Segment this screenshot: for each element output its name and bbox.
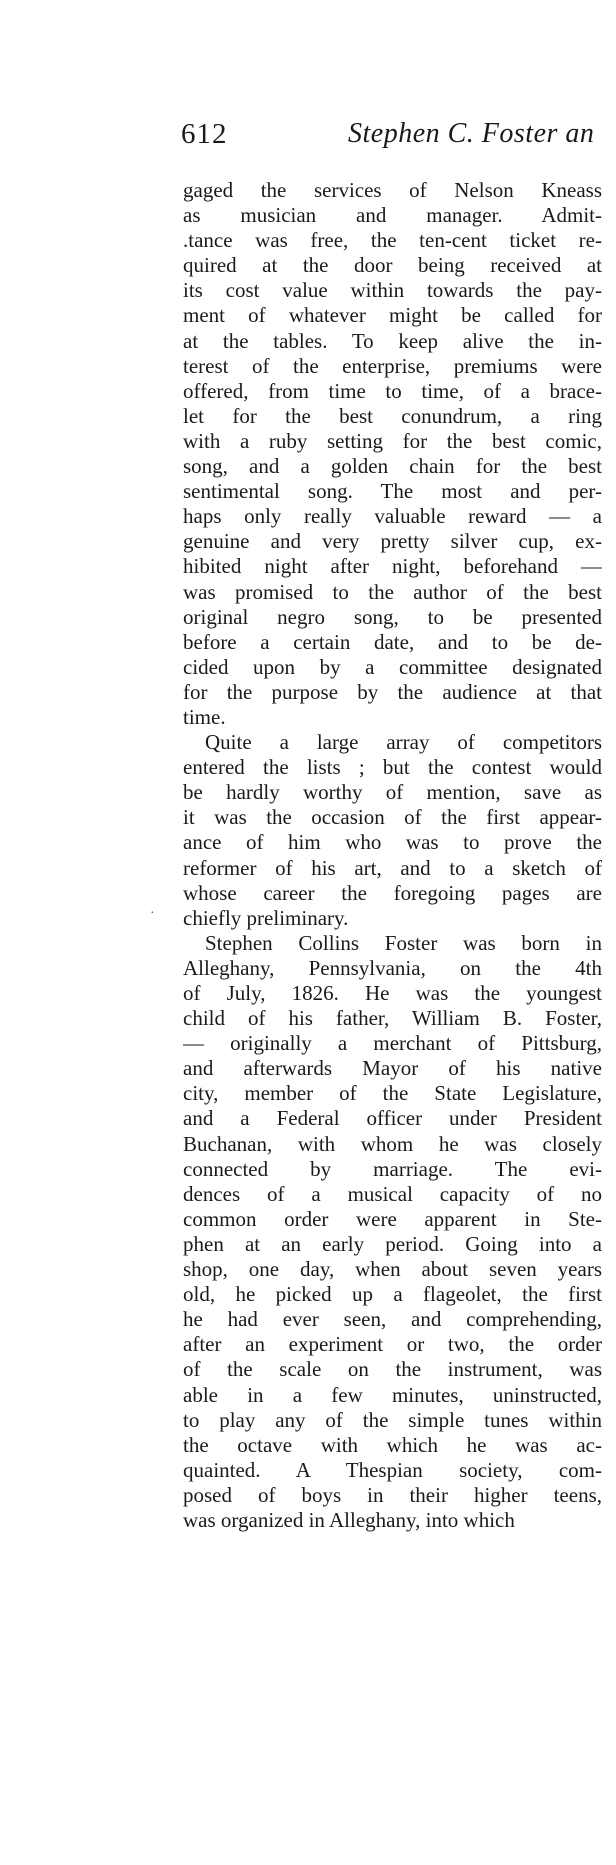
text-line: Buchanan, with whom he was closely [183,1131,602,1156]
text-line: before a certain date, and to be de- [183,629,602,654]
text-line: and afterwards Mayor of his native [183,1056,602,1081]
text-line: and a Federal officer under President [183,1106,602,1131]
text-line: of the scale on the instrument, was [183,1357,602,1382]
text-line: the octave with which he was ac- [183,1432,602,1457]
text-line: reformer of his art, and to a sketch of [183,855,602,880]
text-line: entered the lists ; but the contest would [183,755,602,780]
text-line: posed of boys in their higher teens, [183,1482,602,1507]
text-line: ance of him who was to prove the [183,830,602,855]
text-line: haps only really valuable reward — a [183,504,602,529]
text-line: was organized in Alleghany, into which [183,1507,515,1532]
text-line: common order were apparent in Ste- [183,1206,602,1231]
text-line: quainted. A Thespian society, com- [183,1457,602,1482]
text-line: for the purpose by the audience at that [183,679,602,704]
body-text [183,178,602,1533]
text-line: of July, 1826. He was the youngest [183,981,602,1005]
text-line: shop, one day, when about seven years [183,1257,602,1282]
text-line: chiefly preliminary. [183,905,349,930]
text-line: Stephen Collins Foster was born in [205,930,602,955]
paragraph [183,178,602,730]
text-line: quired at the door being received at [183,253,602,278]
text-line: hibited night after night, beforehand — [183,554,602,579]
text-line: whose career the foregoing pages are [183,880,602,905]
text-line: phen at an early period. Going into a [183,1231,602,1256]
text-line: original negro song, to be presented [183,604,602,629]
text-line: terest of the enterprise, premiums were [183,353,602,378]
text-line: its cost value within towards the pay- [183,278,602,303]
paragraph [183,931,602,1533]
text-line: gaged the services of Nelson Kneass [183,178,602,202]
paragraph [183,730,602,931]
text-line: dences of a musical capacity of no [183,1181,602,1206]
text-line: offered, from time to time, of a brace- [183,378,602,403]
text-line: child of his father, William B. Foster, [183,1006,602,1031]
text-line: time. [183,704,226,729]
text-line: able in a few minutes, uninstructed, [183,1382,602,1407]
text-line: was promised to the author of the best [183,579,602,604]
text-line: connected by marriage. The evi- [183,1156,602,1181]
text-line: ment of whatever might be called for [183,303,602,328]
text-line: after an experiment or two, the order [183,1332,602,1357]
running-head [181,118,616,158]
text-line: song, and a golden chain for the best [183,454,602,479]
text-line: city, member of the State Legislature, [183,1081,602,1106]
margin-speck: · [150,906,155,921]
text-line: it was the occasion of the first appear- [183,805,602,830]
text-line: genuine and very pretty silver cup, ex- [183,529,602,554]
text-line: with a ruby setting for the best comic, [183,428,602,453]
page-number: 612 [181,118,228,150]
text-line: sentimental song. The most and per- [183,479,602,504]
text-line: let for the best conundrum, a ring [183,403,602,428]
text-line: .tance was free, the ten-cent ticket re- [183,228,602,253]
text-line: Alleghany, Pennsylvania, on the 4th [183,955,602,980]
text-line: to play any of the simple tunes within [183,1407,602,1432]
text-line: Quite a large array of competitors [205,730,602,755]
text-line: cided upon by a committee designated [183,654,602,679]
text-line: as musician and manager. Admit- [183,203,602,228]
text-line: at the tables. To keep alive the in- [183,328,602,353]
text-line: he had ever seen, and comprehending, [183,1307,602,1332]
running-title: Stephen C. Foster an [348,118,595,149]
text-line: be hardly worthy of mention, save as [183,780,602,805]
text-line: old, he picked up a flageolet, the first [183,1282,602,1307]
text-line: — originally a merchant of Pittsburg, [183,1031,602,1056]
